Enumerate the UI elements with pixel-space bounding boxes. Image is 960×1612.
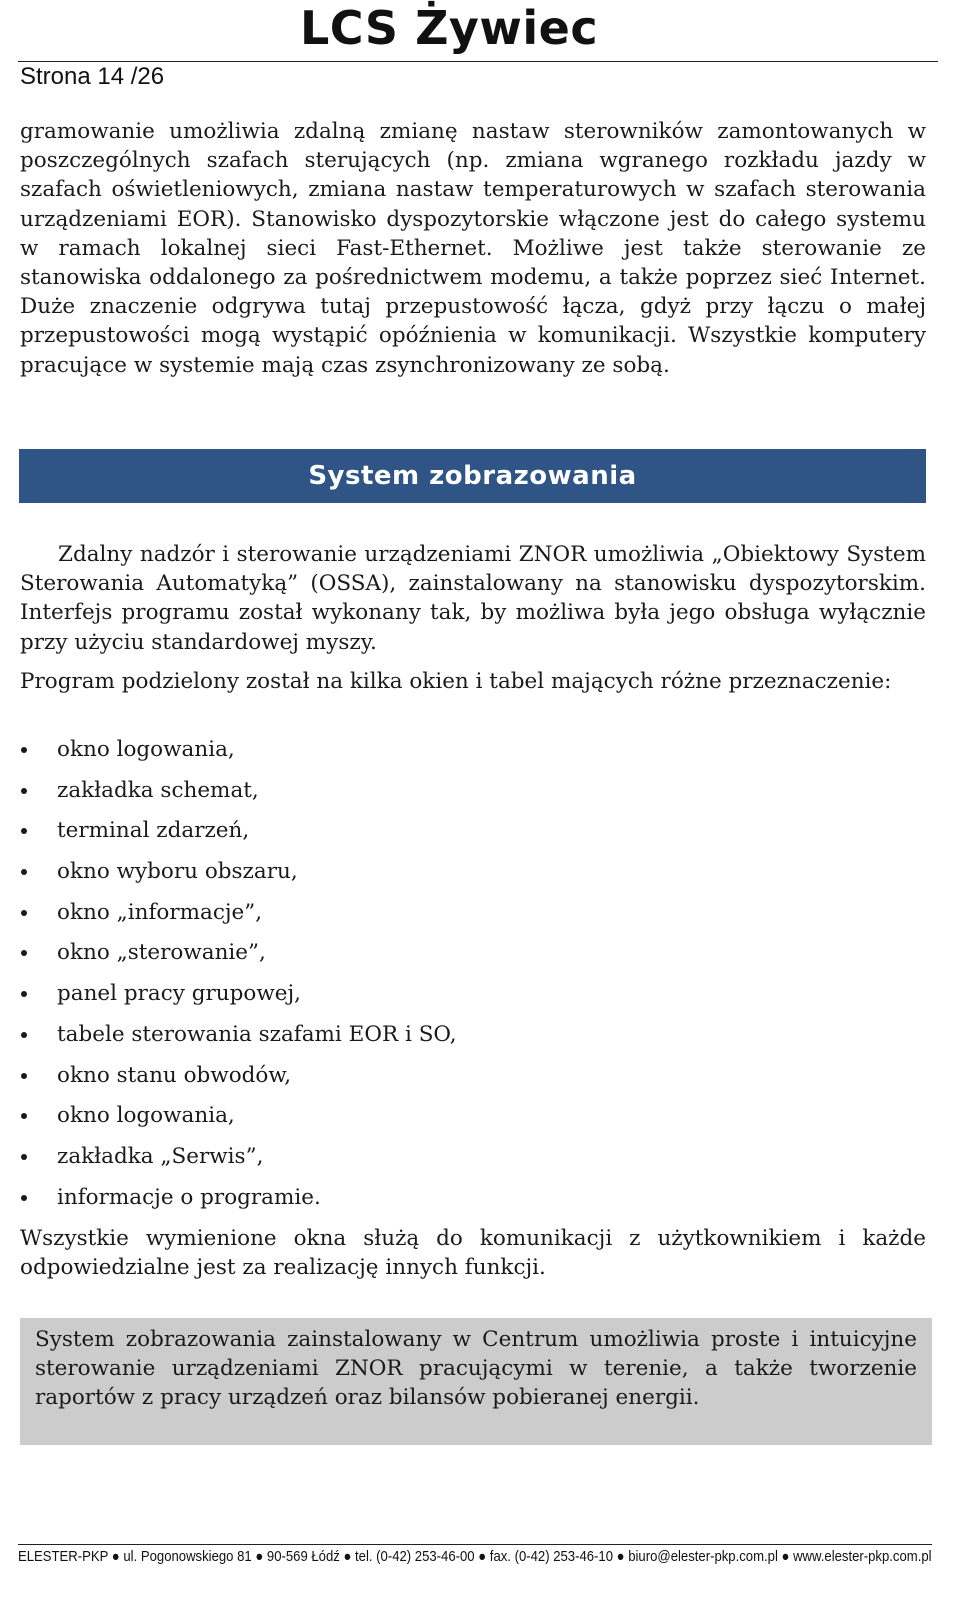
- list-item: [20, 893, 926, 934]
- bullet-icon: [21, 788, 27, 794]
- list-item: [20, 852, 926, 893]
- list-item-text: tabele sterowania szafami EOR i SO,: [57, 1021, 457, 1047]
- section-paragraph-2: Program podzielony został na kilka okien i tabel mających różne przeznaczenie:: [20, 669, 892, 694]
- list-item-text: okno logowania,: [57, 1103, 235, 1129]
- list-item: [20, 811, 926, 852]
- list-item: [20, 1096, 926, 1137]
- list-item: [20, 1137, 926, 1178]
- bullet-icon: [21, 1113, 27, 1119]
- list-item: [20, 1015, 926, 1056]
- footer-contact-line: ELESTER-PKP ● ul. Pogonowskiego 81 ● 90-569 Łódź ● tel. (0-42) 253-46-00 ● fax. (0-42) 253-46-10 ● biuro@elester-pkp.com.pl ● www.elester-pkp.com.pl: [18, 1549, 932, 1565]
- section-paragraph-1: Zdalny nadzór i sterowanie urządzeniami ZNOR umożliwia „Obiektowy System Sterowania Automatyką” (OSSA), zainstalowany na stanowisku dyspozytorskim. Interfejs programu został wykonany tak, by możliwa była jego obsługa wyłącznie przy użyciu standardowej myszy.: [20, 542, 926, 655]
- list-item-text: zakładka „Serwis”,: [57, 1143, 264, 1169]
- intro-paragraph: gramowanie umożliwia zdalną zmianę nastaw sterowników zamontowanych w poszczególnych szafach sterujących (np. zmiana wgranego rozkładu jazdy w szafach oświetleniowych, zmiana nastaw temperaturowych w szafach sterowania urządzeniami EOR). Stanowisko dyspozytorskie włączone jest do całego systemu w ramach lokalnej sieci Fast-Ethernet. Możliwe jest także sterowanie ze stanowiska oddalonego za pośrednictwem modemu, a także poprzez sieć Internet. Duże znaczenie odgrywa tutaj przepustowość łącza, gdyż przy łączu o małej przepustowości mogą wystąpić opóźnienia w komunikacji. Wszystkie komputery pracujące w systemie mają czas zsynchronizowany ze sobą.: [20, 119, 926, 378]
- list-item-text: okno logowania,: [57, 737, 235, 762]
- bullet-icon: [21, 1032, 27, 1038]
- list-item: [20, 771, 926, 812]
- bullet-icon: [21, 869, 27, 875]
- list-item-text: panel pracy grupowej,: [57, 981, 301, 1007]
- header-divider: [18, 61, 938, 62]
- footer-divider: [18, 1544, 932, 1545]
- section-heading-band: [19, 449, 926, 503]
- document-title: LCS Żywiec: [300, 1, 599, 55]
- highlight-note-text: System zobrazowania zainstalowany w Centrum umożliwia proste i intuicyjne sterowanie urządzeniami ZNOR pracującymi w terenie, a także tworzenie raportów z pracy urządzeń oraz bilansów pobieranej energii.: [35, 1327, 917, 1410]
- bullet-icon: [21, 950, 27, 956]
- bullet-icon: [21, 1073, 27, 1079]
- section-paragraph-3: Wszystkie wymienione okna służą do komunikacji z użytkownikiem i każde odpowiedzialne jest za realizację innych funkcji.: [20, 1226, 926, 1281]
- list-item-text: terminal zdarzeń,: [57, 818, 250, 844]
- bullet-icon: [21, 1195, 27, 1201]
- list-item-text: okno „informacje”,: [57, 899, 263, 925]
- page-number: Strona 14 /26: [20, 63, 165, 90]
- highlight-note-box: [20, 1318, 932, 1445]
- list-item-text: okno stanu obwodów,: [57, 1062, 292, 1088]
- window-list: [20, 730, 926, 1218]
- section-title: System zobrazowania: [308, 461, 637, 491]
- bullet-icon: [21, 1154, 27, 1160]
- list-item: [20, 1056, 926, 1097]
- list-item: [20, 1178, 926, 1219]
- list-item: [20, 974, 926, 1015]
- list-item-text: informacje o programie.: [57, 1184, 321, 1210]
- bullet-icon: [21, 910, 27, 916]
- list-item-text: okno „sterowanie”,: [57, 940, 266, 966]
- list-item: [20, 730, 926, 771]
- list-item: [20, 933, 926, 974]
- list-item-text: zakładka schemat,: [57, 777, 259, 803]
- bullet-icon: [21, 991, 27, 997]
- list-item-text: okno wyboru obszaru,: [57, 859, 298, 885]
- bullet-icon: [21, 747, 27, 753]
- bullet-icon: [21, 828, 27, 834]
